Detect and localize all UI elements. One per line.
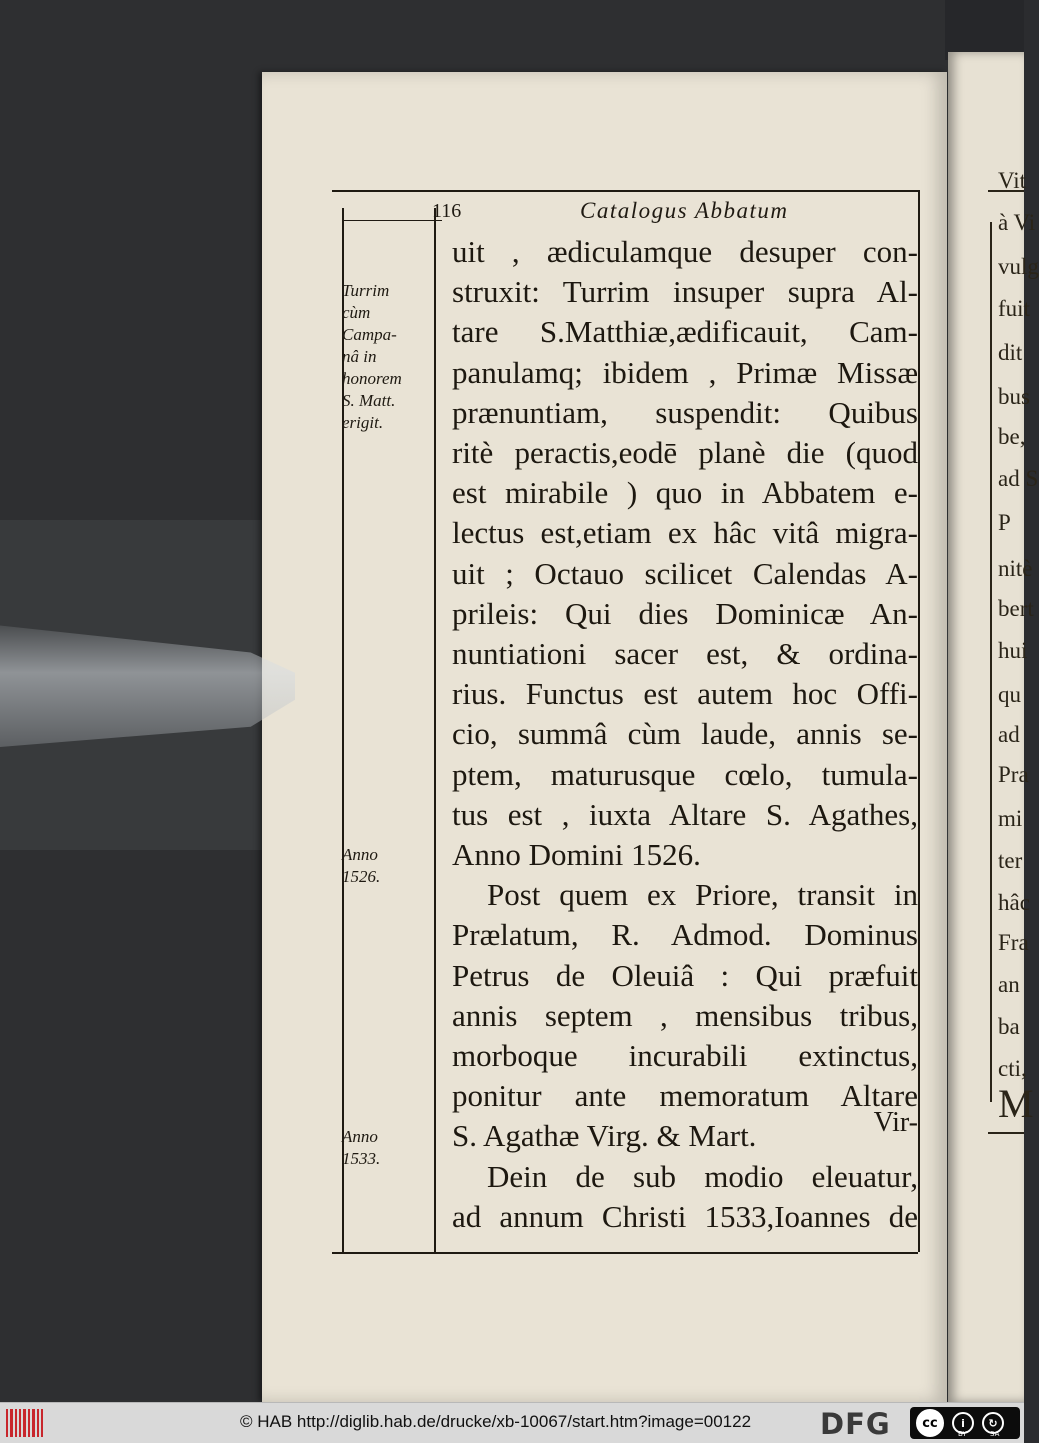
margin-note-line: Anno	[342, 845, 378, 864]
margin-note-anno-1533	[342, 1126, 432, 1170]
copyright-link[interactable]: © HAB http://diglib.hab.de/drucke/xb-10067/start.htm?image=00122	[240, 1412, 752, 1431]
text-line: est mirabile ) quo in Abbatem e-	[452, 475, 918, 511]
text-line: ritè peractis,eodē planè die (quod	[452, 435, 918, 470]
text-frame-left	[434, 208, 436, 1252]
text-line: prænuntiam, suspendit: Quibus	[452, 394, 918, 430]
footer-rule	[332, 1252, 918, 1254]
margin-note-line: 1526.	[342, 867, 381, 886]
neighbor-text-fragment: nitè	[998, 556, 1033, 581]
text-line: struxit: Turrim insuper supra Al-	[452, 274, 918, 310]
neighbor-bottom-rule	[988, 1132, 1024, 1134]
margin-note-line: honorem	[342, 369, 402, 388]
text-line: Prælatum, R. Admod. Dominus	[452, 917, 918, 953]
text-frame-right	[918, 190, 920, 1252]
text-line: Post quem ex Priore, transit in	[487, 877, 918, 913]
text-line: nuntiationi sacer est, & ordina-	[452, 636, 918, 671]
neighbor-text-fragment: ad S	[998, 466, 1039, 491]
sa-label: SA	[990, 1430, 1000, 1438]
neighbor-text-fragment: bus	[998, 384, 1030, 409]
neighbor-text-fragment: ba	[998, 1014, 1020, 1039]
text-line: S. Agathæ Virg. & Mart.	[452, 1118, 757, 1154]
book-page	[262, 72, 947, 1402]
text-line: cio, summâ cùm laude, annis se-	[452, 716, 918, 752]
neighbor-text-fragment: bert	[998, 596, 1034, 621]
margin-note-line: S. Matt.	[342, 391, 396, 410]
neighbor-text-fragment: be,	[998, 424, 1026, 449]
dfg-logo: DFG	[820, 1407, 891, 1441]
text-line: annis septem , mensibus tribus,	[452, 997, 918, 1033]
text-line: ad annum Christi 1533,Ioannes de	[452, 1198, 918, 1234]
text-line: uit , ædiculamque desuper con-	[452, 234, 918, 269]
neighbor-text-fragment: cti,	[998, 1056, 1027, 1081]
header-rule	[332, 190, 918, 192]
text-line: panulamq; ibidem , Primæ Missæ	[452, 354, 918, 390]
text-line: tare S.Matthiæ,ædificauit, Cam-	[452, 314, 918, 350]
margin-note-line: nâ in	[342, 347, 377, 366]
margin-note-line: Anno	[342, 1127, 378, 1146]
footer-bar	[0, 1402, 1024, 1443]
text-line: prileis: Qui dies Dominicæ An-	[452, 595, 918, 631]
text-line: rius. Functus est autem hoc Offi-	[452, 676, 918, 712]
margin-note-tower	[342, 280, 432, 434]
margin-note-line: erigit.	[342, 413, 384, 432]
neighbor-page	[948, 52, 1039, 1402]
neighbor-frame-line	[990, 222, 992, 1102]
neighbor-text-fragment: dit	[998, 340, 1023, 365]
neighbor-text-fragment: P	[998, 510, 1011, 535]
text-line: tus est , iuxta Altare S. Agathes,	[452, 796, 918, 832]
neighbor-text-fragment: qu	[998, 682, 1021, 707]
neighbor-text-fragment: Vit	[998, 168, 1027, 193]
by-label: BY	[958, 1430, 967, 1438]
neighbor-text-fragment: fuit	[998, 296, 1030, 321]
margin-note-line: Turrim	[342, 281, 390, 300]
running-title: Catalogus Abbatum	[580, 198, 789, 223]
page-number: 116	[432, 200, 462, 222]
catchword: Vir-	[873, 1107, 918, 1138]
margin-note-line: 1533.	[342, 1149, 381, 1168]
neighbor-text-fragment: an	[998, 972, 1020, 997]
text-line: lectus est,etiam ex hâc vitâ migra-	[452, 515, 918, 551]
neighbor-text-fragment: M	[998, 1081, 1034, 1126]
cc-license-badge[interactable]	[910, 1407, 1020, 1439]
margin-note-line: Campa-	[342, 325, 397, 344]
neighbor-text-fragment: ad	[998, 722, 1020, 747]
scan-corner	[945, 0, 1024, 60]
neighbor-text-fragment: Fra	[998, 930, 1029, 955]
margin-note-line: cùm	[342, 303, 371, 322]
neighbor-text-fragment: Pra	[998, 762, 1029, 787]
text-line: ptem, maturusque cœlo, tumula-	[452, 756, 918, 792]
text-line: Anno Domini 1526.	[452, 837, 701, 872]
text-line: uit ; Octauo scilicet Calendas A-	[452, 555, 918, 591]
text-line: ponitur ante memoratum Altare	[452, 1078, 918, 1114]
neighbor-text-fragment: mi	[998, 806, 1023, 831]
margin-note-anno-1526	[342, 844, 432, 888]
neighbor-text-fragment: vulg	[998, 254, 1039, 279]
cc-icon: cc	[916, 1409, 944, 1437]
neighbor-text-fragment: ter	[998, 848, 1023, 873]
sa-share-alike-icon: ↻	[982, 1412, 1004, 1434]
by-attribution-icon: i	[952, 1412, 974, 1434]
neighbor-text-fragment: hui	[998, 638, 1028, 663]
neighbor-text-fragment: à Vi	[998, 210, 1036, 235]
hab-logo-icon	[6, 1409, 46, 1437]
text-line: Petrus de Oleuiâ : Qui præfuit	[452, 957, 918, 993]
text-line: Dein de sub modio eleuatur,	[487, 1158, 918, 1194]
neighbor-text-fragment: hâc	[998, 890, 1030, 915]
text-line: morboque incurabili extinctus,	[452, 1038, 918, 1073]
margin-rule	[342, 220, 442, 221]
